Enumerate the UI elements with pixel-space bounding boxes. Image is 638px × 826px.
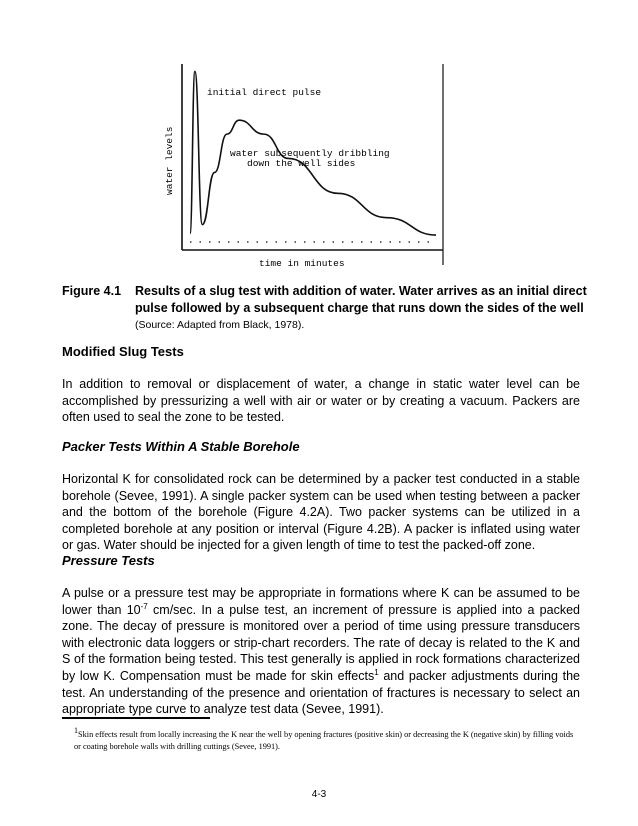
heading-pressure-tests: Pressure Tests — [62, 553, 155, 568]
exponent: -7 — [140, 601, 148, 611]
caption-source: (Source: Adapted from Black, 1978). — [135, 319, 305, 331]
pressure-text-a: A pulse or a pressure test may be appropriate in formations where K can be assumed to be lower than 10 — [62, 586, 580, 617]
slug-test-chart — [160, 60, 450, 275]
pressure-text-c: and packer adjustments during the test. An understanding of the presence and orientation of fractures is necessary to select an appropriate type curve to analyze test data (Sevee, 1991). — [62, 668, 580, 717]
footnote-text: Skin effects result from locally increasing the K near the well by opening fractures (positive skin) or decreasing the K (negative skin) by filling voids or coating borehole walls with drilling cuttings (Sevee, 1991). — [74, 730, 574, 751]
caption-text — [135, 283, 592, 334]
heading-packer-tests: Packer Tests Within A Stable Borehole — [62, 439, 300, 454]
paragraph-packer-tests: Horizontal K for consolidated rock can be determined by a packer test conducted in a stable borehole (Sevee, 1991). A single packer system can be used when testing between a packer and the bottom of the borehole (Figure 4.2A). Two packer systems can be utilized in a completed borehole at any position or interval (Figure 4.2B). A packer is inflated using water or gas. Water should be injected for a given length of time to test the packed-off zone. — [62, 472, 580, 553]
slug-test-figure — [160, 60, 450, 275]
footnote — [74, 726, 574, 753]
footnote-divider — [62, 717, 210, 719]
caption-line-2: pulse followed by a subsequent charge that runs down the sides of the well — [135, 301, 584, 315]
paragraph-modified-slug-tests: In addition to removal or displacement of water, a change in static water level can be accomplished by pressurizing a well with air or water or by creating a vacuum. Packers are often used to seal the zone to be tested. — [62, 377, 580, 425]
footnote-ref[interactable]: 1 — [374, 667, 379, 677]
y-axis-label: water levels — [164, 126, 175, 195]
annotation-dribbling-1: water subsequently dribbling — [230, 148, 390, 159]
pressure-text-b: cm/sec. In a pulse test, an increment of pressure is applied into a packed zone. The decay of pressure is monitored over a period of time using pressure transducers with electronic data loggers or strip-chart recorders. The rate of decay is related to the K and S of the formation being tested. This test generally is applied in rock formations characterized by low K. Compensation must be made for skin effects — [62, 602, 580, 683]
annotation-dribbling-2: down the well sides — [247, 158, 356, 169]
caption-source-text: (Source: Adapted from Black, 1978) — [135, 319, 302, 331]
heading-modified-slug-tests: Modified Slug Tests — [62, 344, 184, 359]
paragraph-pressure-tests — [62, 585, 580, 718]
page-number: 4-3 — [311, 789, 327, 800]
caption-line-1: Results of a slug test with addition of water. Water arrives as an initial direct — [135, 284, 587, 298]
footnote-marker: 1 — [74, 726, 78, 736]
figure-label: Figure 4.1 — [62, 284, 122, 298]
annotation-initial-pulse: initial direct pulse — [207, 87, 322, 98]
x-axis-label: time in minutes — [259, 258, 345, 269]
